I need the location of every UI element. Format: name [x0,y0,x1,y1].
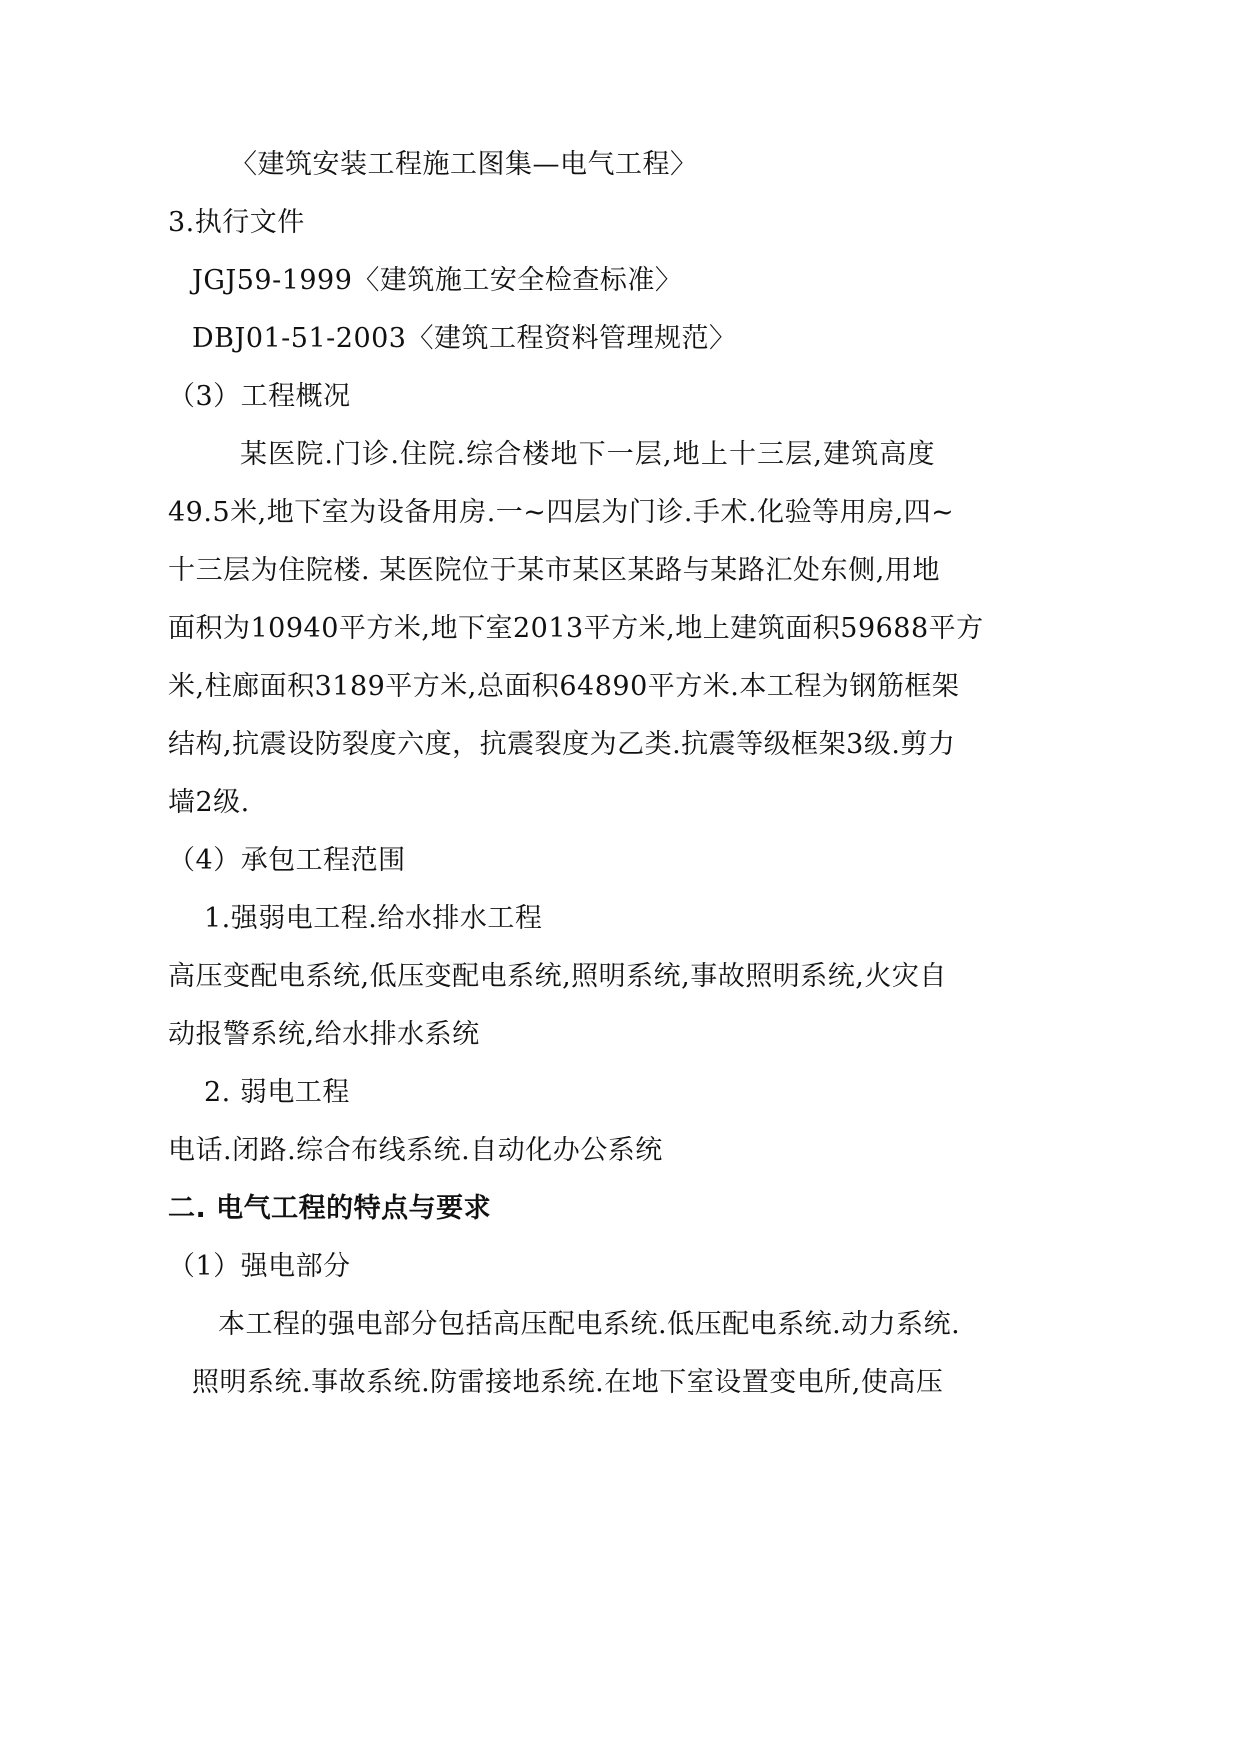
overview-paragraph-line: 米,柱廊面积3189平方米,总面积64890平方米.本工程为钢筋框架 [168,671,960,702]
scope-item-2-detail: 电话.闭路.综合布线系统.自动化办公系统 [168,1135,663,1166]
subsection-strong-current: （1）强电部分 [168,1251,351,1282]
scope-item-1-detail: 动报警系统,给水排水系统 [168,1019,480,1050]
overview-paragraph-line: 49.5米,地下室为设备用房.一~四层为门诊.手术.化验等用房,四~ [168,497,955,528]
overview-paragraph-line: 十三层为住院楼. 某医院位于某市某区某路与某路汇处东侧,用地 [168,555,940,586]
reference-drawing-atlas: 〈建筑安装工程施工图集—电气工程〉 [230,149,698,180]
strong-current-paragraph-line: 照明系统.事故系统.防雷接地系统.在地下室设置变电所,使高压 [192,1367,944,1398]
standard-dbj01: DBJ01-51-2003〈建筑工程资料管理规范〉 [192,323,737,354]
subsection-project-overview: （3）工程概况 [168,381,351,412]
overview-paragraph-line: 结构,抗震设防裂度六度，抗震裂度为乙类.抗震等级框架3级.剪力 [168,729,956,760]
overview-paragraph-line: 墙2级. [168,787,250,818]
standard-jgj59: JGJ59-1999〈建筑施工安全检查标准〉 [192,265,683,296]
overview-paragraph-line: 面积为10940平方米,地下室2013平方米,地上建筑面积59688平方 [168,613,984,644]
overview-paragraph-line: 某医院.门诊.住院.综合楼地下一层,地上十三层,建筑高度 [240,439,935,470]
scope-item-1-detail: 高压变配电系统,低压变配电系统,照明系统,事故照明系统,火灾自 [168,961,947,992]
scope-item-1: 1.强弱电工程.给水排水工程 [204,903,543,934]
strong-current-paragraph-line: 本工程的强电部分包括高压配电系统.低压配电系统.动力系统. [218,1309,961,1340]
chapter-heading-electrical: 二. 电气工程的特点与要求 [168,1193,492,1224]
subsection-contract-scope: （4）承包工程范围 [168,845,406,876]
scope-item-2: 2. 弱电工程 [204,1077,350,1108]
section-executive-documents: 3.执行文件 [168,207,305,238]
